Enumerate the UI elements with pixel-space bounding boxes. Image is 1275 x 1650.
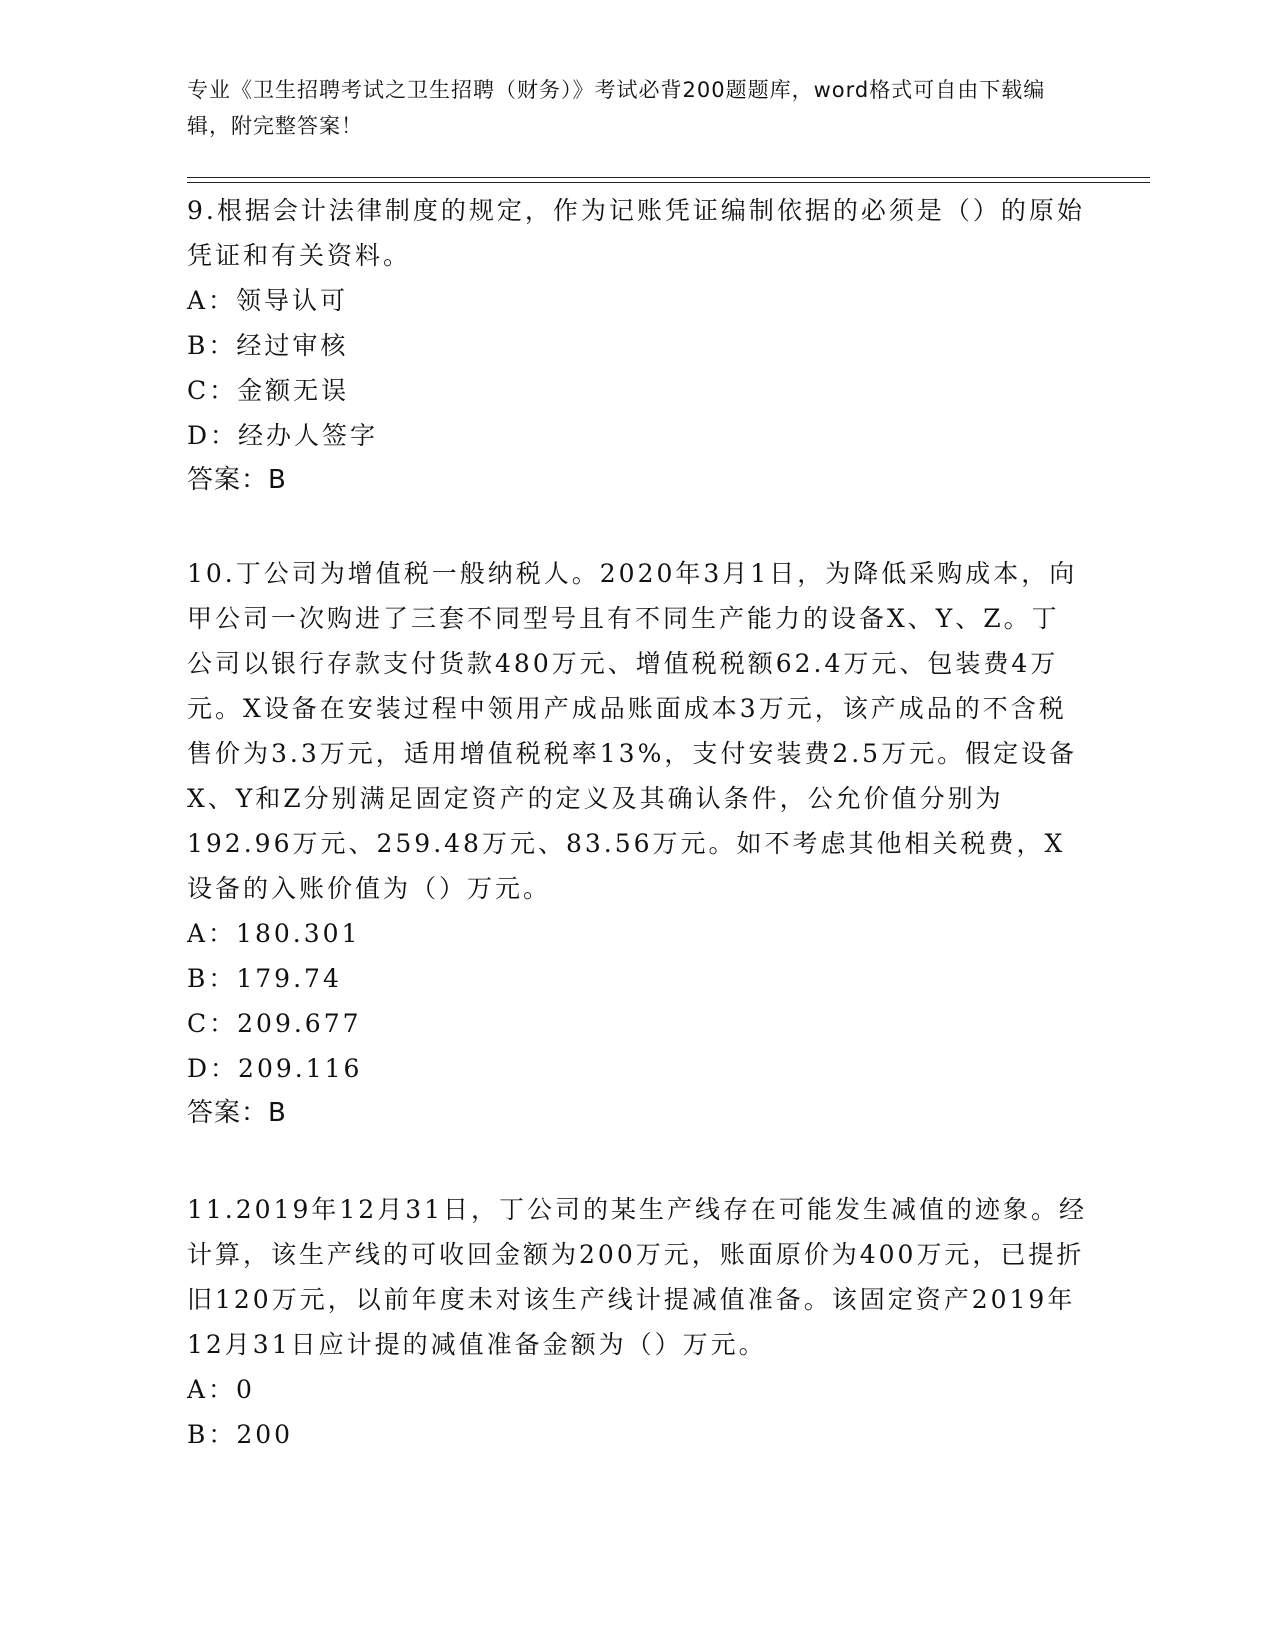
answer: 答案：B bbox=[187, 465, 287, 495]
option-c: C：209.677 bbox=[187, 1009, 362, 1038]
option-a: A：0 bbox=[187, 1375, 255, 1404]
option-b: B：179.74 bbox=[187, 964, 342, 993]
option-b: B：经过审核 bbox=[187, 331, 349, 360]
question-stem: 10.丁公司为增值税一般纳税人。2020年3月1日，为降低采购成本，向甲公司一次购进了三套不同型号且有不同生产能力的设备X、Y、Z。丁公司以银行存款支付货款480万元、增值税税额62.4万元、包装费4万元。X设备在安装过程中领用产成品账面成本3万元，该产成品的不含税售价为3.3万元，适用增值税税率13%，支付安装费2.5万元。假定设备X、Y和Z分别满足固定资产的定义及其确认条件，公允价值分别为192.96万元、259.48万元、83.56万元。如不考虑其他相关税费，X设备的入账价值为（）万元。 bbox=[187, 559, 1078, 903]
option-c: C：金额无误 bbox=[187, 376, 350, 405]
question-stem: 9.根据会计法律制度的规定，作为记账凭证编制依据的必须是（）的原始凭证和有关资料。 bbox=[187, 196, 1085, 270]
option-b: B：200 bbox=[187, 1420, 294, 1449]
option-d: D：209.116 bbox=[187, 1054, 363, 1083]
question-9 bbox=[187, 188, 1087, 503]
header-divider-bottom bbox=[187, 182, 1150, 183]
option-a: A：领导认可 bbox=[187, 286, 349, 315]
document-header: 专业《卫生招聘考试之卫生招聘（财务）》考试必背200题题库，word格式可自由下载编辑，附完整答案！ bbox=[187, 78, 1046, 138]
option-d: D：经办人签字 bbox=[187, 421, 379, 450]
answer: 答案：B bbox=[187, 1098, 287, 1128]
option-a: A：180.301 bbox=[187, 919, 361, 948]
question-stem: 11.2019年12月31日，丁公司的某生产线存在可能发生减值的迹象。经计算，该生产线的可收回金额为200万元，账面原价为400万元，已提折旧120万元，以前年度未对该生产线计提减值准备。该固定资产2019年12月31日应计提的减值准备金额为（）万元。 bbox=[187, 1195, 1088, 1359]
header-divider-top bbox=[187, 177, 1150, 178]
question-11 bbox=[187, 1187, 1087, 1457]
question-10 bbox=[187, 551, 1087, 1136]
